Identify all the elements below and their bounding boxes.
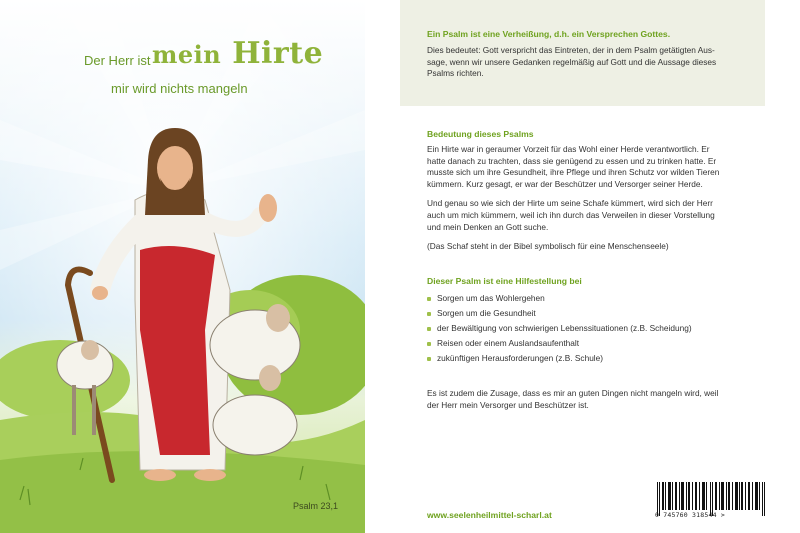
help-heading: Dieser Psalm ist eine Hilfestellung bei — [427, 276, 582, 286]
psalm-reference: Psalm 23,1 — [293, 501, 339, 511]
closing-section — [427, 388, 757, 411]
text-line: und mein Denken an Gott suche. — [427, 221, 549, 232]
text-line: kümmern. Kurz gesagt, er war der Beschützer und Versorger seiner Herde. — [427, 178, 703, 189]
promise-text-line: Dies bedeutet: Gott verspricht das Eintreten, der in dem Psalm getätigten Aus- — [427, 45, 715, 55]
subtitle: mir wird nichts mangeln — [111, 81, 248, 96]
list-item: zukünftigen Herausforderungen (z.B. Schule) — [427, 351, 757, 366]
list-item: Sorgen um die Gesundheit — [427, 306, 757, 321]
closing-text — [427, 388, 757, 411]
title-word-hirte: Hirte — [232, 36, 324, 71]
meaning-paragraph-2 — [427, 198, 757, 233]
text-line: Es ist zudem die Zusage, dass es mir an guten Dingen nicht mangeln wird, weil — [427, 388, 719, 398]
text-line: musste sich um ihre Gesundheit, ihre Pflege und ihren Schutz vor wilden Tieren — [427, 167, 720, 178]
promise-box — [400, 0, 765, 106]
title-word-mein: mein — [152, 40, 222, 69]
text-line: hatte danach zu trachten, dass sie genügend zu essen und zu trinken hatte. Er — [427, 155, 717, 166]
text-line: Ein Hirte war in geraumer Vorzeit für das Wohl einer Herde verantwortlich. Er — [427, 144, 710, 154]
help-section — [427, 275, 757, 366]
front-cover — [0, 0, 365, 533]
barcode-icon — [655, 482, 770, 526]
back-cover — [365, 0, 800, 533]
website-link[interactable]: www.seelenheilmittel-scharl.at — [427, 510, 552, 520]
text-line: der Herr mein Versorger und Beschützer ist. — [427, 399, 589, 410]
barcode-digits: 0 745760 318544 > — [655, 511, 725, 519]
title-prefix: Der Herr ist — [84, 53, 151, 68]
list-item: Reisen oder einem Auslandsaufenthalt — [427, 336, 757, 351]
promise-text-line: Psalms richten. — [427, 68, 484, 79]
list-item: Sorgen um das Wohlergehen — [427, 291, 757, 306]
meaning-section — [427, 128, 757, 253]
promise-text — [427, 45, 738, 80]
shepherd-illustration — [0, 120, 365, 533]
text-line: auch um mich kümmern, weil ich ihn durch das Verweilen in dieser Vorstellung — [427, 209, 715, 220]
meaning-heading: Bedeutung dieses Psalms — [427, 129, 534, 139]
help-list — [427, 291, 757, 366]
promise-heading: Ein Psalm ist eine Verheißung, d.h. ein Versprechen Gottes. — [427, 29, 671, 39]
title-main — [152, 36, 323, 71]
list-item: der Bewältigung von schwierigen Lebenssituationen (z.B. Scheidung) — [427, 321, 757, 336]
text-line: Und genau so wie sich der Hirte um seine Schafe kümmert, wird sich der Herr — [427, 198, 713, 209]
promise-text-line: sage, wenn wir unsere Gedanken regelmäßig auf Gott und die Aussage dieses — [427, 56, 717, 67]
meaning-paragraph-1 — [427, 144, 757, 190]
meaning-paragraph-3: (Das Schaf steht in der Bibel symbolisch für eine Menschenseele) — [427, 241, 669, 252]
